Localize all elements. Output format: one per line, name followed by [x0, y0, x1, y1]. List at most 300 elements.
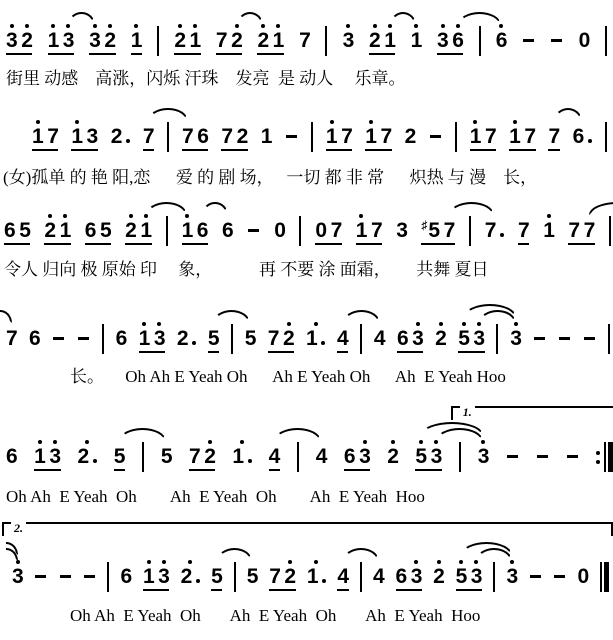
beam-group: [208, 318, 219, 353]
note-cell: [343, 20, 354, 51]
note-digit: 2: [44, 219, 56, 242]
octave-dot: [178, 24, 182, 28]
note-digit: 6: [495, 29, 507, 52]
note-digit: 5: [428, 219, 440, 242]
lyrics-line-6: Oh Ah E Yeah Oh Ah E Yeah Oh Ah E Yeah Hoo: [70, 606, 481, 625]
note-cell: [182, 210, 193, 241]
octave-dot: [287, 322, 291, 326]
barline: [459, 442, 461, 472]
octave-dot: [462, 322, 466, 326]
note-digit: 5: [458, 327, 470, 350]
note-cell: [437, 20, 448, 51]
note-cell: [257, 20, 268, 51]
beam-group: [548, 116, 559, 151]
octave-dot: [314, 322, 318, 326]
octave-dot: [85, 440, 89, 444]
note-cell: [32, 116, 43, 147]
note-digit: 6: [396, 327, 409, 350]
note-cell: [573, 116, 592, 147]
octave-dot: [51, 24, 55, 28]
note-digit: 5: [19, 219, 31, 242]
beam-group: [44, 210, 70, 245]
note-digit: 1: [32, 125, 44, 148]
note-cell: [524, 116, 535, 147]
note-digit: 5: [415, 445, 427, 468]
note-digit: 7: [341, 125, 353, 148]
augmentation-dot: [500, 233, 504, 237]
note-cell: [216, 20, 227, 51]
note-cell: [274, 210, 285, 241]
note-cell: [34, 436, 45, 467]
note-digit: 1: [260, 125, 272, 148]
lyrics-line-2: (女)孤单 的 艳 阳,恋 爱 的 剧 场， 一切 都 非 常 炽热 与 漫 长，: [3, 168, 538, 187]
note-digit: 2: [110, 125, 122, 148]
note-cell: [139, 318, 150, 349]
note-digit: 7: [330, 219, 342, 242]
octave-dot: [363, 440, 367, 444]
beam-group: [509, 116, 535, 151]
note-digit: 2: [435, 327, 447, 350]
note-digit: 3: [412, 327, 424, 350]
beam-group: [269, 436, 280, 471]
beam-group: [6, 20, 32, 55]
note-cell: [131, 20, 142, 51]
volta-label: 1.: [460, 406, 475, 418]
note-digit: 6: [395, 565, 407, 588]
octave-dot: [359, 214, 363, 218]
beam-group: [337, 318, 348, 353]
note-digit: 2: [104, 29, 116, 52]
dash-hold: [529, 556, 542, 587]
note-cell: [197, 116, 208, 147]
note-digit: 2: [231, 29, 243, 52]
note-cell: [189, 436, 200, 467]
note-cell: [211, 556, 222, 587]
note-digit: 7: [548, 125, 560, 148]
barline: [102, 324, 104, 354]
note-digit: 5: [244, 327, 256, 350]
note-digit: 2: [284, 565, 296, 588]
note-digit: 6: [196, 219, 208, 242]
note-cell: [431, 436, 442, 467]
augmentation-dot: [321, 341, 325, 345]
beam-group: [182, 116, 208, 151]
octave-dot: [129, 214, 133, 218]
octave-dot: [474, 560, 478, 564]
octave-dot: [53, 440, 57, 444]
octave-dot: [314, 560, 318, 564]
octave-dot: [108, 24, 112, 28]
note-digit: 7: [299, 29, 311, 52]
note-cell: [579, 20, 590, 51]
note-digit: 2: [77, 445, 89, 468]
note-digit: 1: [384, 29, 396, 52]
note-digit: 3: [470, 565, 482, 588]
octave-dot: [369, 120, 373, 124]
note-cell: [245, 318, 256, 349]
note-digit: 5: [113, 445, 125, 468]
note-cell: [268, 318, 279, 349]
note-cell: [344, 436, 355, 467]
notation-line-3: [4, 210, 611, 246]
note-cell: [384, 20, 395, 51]
sharp-icon: ♯: [421, 217, 428, 232]
note-cell: [306, 318, 325, 349]
note-cell: [365, 116, 376, 147]
note-cell: [6, 318, 17, 349]
note-cell: [89, 20, 100, 51]
note-digit: 7: [443, 219, 455, 242]
octave-dot: [473, 120, 477, 124]
note-digit: 6: [4, 219, 16, 242]
note-cell: [12, 556, 23, 587]
barline: [167, 122, 169, 152]
note-digit: 4: [373, 327, 386, 350]
note-digit: 5: [246, 565, 258, 588]
note-cell: [396, 210, 407, 241]
note-digit: 2: [387, 445, 399, 468]
octave-dot: [48, 214, 52, 218]
note-cell: [341, 116, 352, 147]
note-cell: [182, 116, 193, 147]
note-cell: [221, 116, 232, 147]
octave-dot: [66, 24, 70, 28]
note-cell: [154, 318, 165, 349]
note-cell: [208, 318, 219, 349]
note-digit: 0: [315, 219, 327, 242]
dash-hold: [247, 210, 260, 241]
note-cell: [337, 318, 348, 349]
note-digit: 0: [274, 219, 286, 242]
beam-group: [34, 436, 60, 471]
octave-dot: [441, 24, 445, 28]
note-digit: 1: [47, 29, 59, 52]
octave-dot: [481, 440, 485, 444]
octave-dot: [434, 440, 438, 444]
octave-dot: [416, 322, 420, 326]
note-digit: 1: [59, 219, 71, 242]
note-cell: [63, 20, 74, 51]
note-cell: [125, 210, 136, 241]
octave-dot: [439, 322, 443, 326]
octave-dot: [547, 214, 551, 218]
note-digit: 3: [86, 125, 98, 148]
note-digit: 3: [430, 445, 442, 468]
augmentation-dot: [192, 341, 196, 345]
augmentation-dot: [196, 579, 200, 583]
barline: [325, 26, 327, 56]
note-cell: [283, 318, 294, 349]
note-cell: [269, 436, 280, 467]
note-cell: [444, 210, 455, 241]
dash-hold: [34, 556, 47, 587]
octave-dot: [510, 560, 514, 564]
barline: [297, 442, 299, 472]
octave-dot: [419, 440, 423, 444]
note-cell: [21, 20, 32, 51]
note-cell: [577, 556, 588, 587]
note-digit: 6: [6, 445, 18, 468]
note-cell: [114, 436, 125, 467]
beam-group: [143, 116, 154, 151]
barline: [493, 562, 495, 592]
beam-group: [139, 318, 165, 353]
octave-dot: [459, 560, 463, 564]
repeat-end-barline: [596, 442, 613, 472]
note-cell: [452, 20, 463, 51]
note-cell: [85, 210, 96, 241]
note-cell: [47, 116, 58, 147]
note-digit: 0: [578, 29, 590, 52]
note-cell: [237, 116, 248, 147]
note-cell: [299, 20, 310, 51]
final-barline: [600, 562, 609, 592]
octave-dot: [36, 120, 40, 124]
octave-dot: [288, 560, 292, 564]
note-cell: [326, 116, 337, 147]
augmentation-dot: [93, 459, 97, 463]
beam-group: [344, 436, 370, 471]
note-digit: 3: [473, 327, 485, 350]
augmentation-dot: [248, 459, 252, 463]
note-digit: 2: [369, 29, 381, 52]
dash-hold: [533, 318, 546, 349]
note-cell: [411, 20, 422, 51]
note-cell: [44, 210, 55, 241]
octave-dot: [185, 214, 189, 218]
note-cell: [435, 318, 446, 349]
slur-arc: [6, 542, 18, 555]
octave-dot: [456, 24, 460, 28]
note-cell: [87, 116, 98, 147]
note-cell: [509, 116, 520, 147]
volta-bracket: [2, 522, 613, 536]
note-digit: 3: [12, 565, 24, 588]
note-cell: [116, 318, 127, 349]
note-cell: [359, 436, 370, 467]
note-cell: [415, 436, 426, 467]
beam-group: [4, 210, 30, 245]
note-digit: 2: [125, 219, 137, 242]
note-cell: [100, 210, 111, 241]
note-digit: 3: [342, 29, 354, 52]
beam-group: [216, 20, 242, 55]
octave-dot: [499, 24, 503, 28]
note-digit: 2: [176, 327, 189, 350]
beam-group: [337, 556, 348, 591]
note-cell: [548, 116, 559, 147]
octave-dot: [414, 560, 418, 564]
note-cell: [356, 210, 367, 241]
note-digit: 5: [160, 445, 173, 468]
beam-group: [315, 210, 341, 245]
note-cell: [470, 116, 481, 147]
note-cell: [111, 116, 130, 147]
note-digit: 7: [524, 125, 536, 148]
lyrics-line-1: 街里 动感 高涨，闪烁 汗珠 发亮 是 动人 乐章。: [6, 69, 406, 88]
note-cell: [369, 20, 380, 51]
note-digit: 4: [337, 327, 349, 350]
note-cell: [471, 556, 482, 587]
note-cell: [269, 556, 280, 587]
notation-line-5: [6, 405, 613, 472]
beam-group: [415, 436, 441, 471]
note-cell: [374, 318, 385, 349]
octave-dot: [93, 24, 97, 28]
slur-arc: [436, 428, 483, 441]
dash-hold: [506, 436, 519, 467]
system-6: [12, 521, 609, 627]
system-3: [4, 210, 611, 281]
note-digit: 2: [236, 125, 248, 148]
note-digit: 0: [577, 565, 589, 588]
lyrics-line-4: 长。 Oh Ah E Yeah Oh Ah E Yeah Oh Ah E Yeah Hoo: [70, 367, 506, 386]
notation-line-2: [32, 116, 607, 152]
note-digit: 6: [343, 445, 356, 468]
note-digit: 7: [380, 125, 392, 148]
octave-dot: [38, 440, 42, 444]
barline: [107, 562, 109, 592]
note-digit: 1: [189, 29, 201, 52]
note-cell: [197, 210, 208, 241]
note-cell: [247, 556, 258, 587]
beam-group: [182, 210, 208, 245]
note-digit: 7: [189, 445, 201, 468]
notation-line-6: [12, 521, 609, 592]
barline: [609, 216, 611, 246]
note-cell: [231, 20, 242, 51]
dash-hold: [550, 20, 563, 51]
system-2: [3, 116, 607, 189]
beam-group: [421, 210, 454, 245]
note-cell: [315, 210, 326, 241]
slur-arc: [461, 542, 512, 555]
note-cell: [396, 556, 407, 587]
octave-dot: [276, 24, 280, 28]
beam-group: [369, 20, 395, 55]
note-digit: 7: [484, 219, 496, 242]
note-cell: [316, 436, 327, 467]
note-digit: 5: [207, 327, 220, 350]
note-cell: [433, 556, 444, 587]
note-cell: [584, 210, 595, 241]
beam-group: [125, 210, 151, 245]
note-digit: 3: [89, 29, 101, 52]
note-cell: [71, 116, 82, 147]
octave-dot: [16, 560, 20, 564]
note-digit: 6: [115, 327, 127, 350]
note-cell: [478, 436, 489, 467]
beam-group: [437, 20, 463, 55]
slur-arc: [421, 422, 483, 435]
octave-dot: [63, 214, 67, 218]
augmentation-dot: [588, 139, 592, 143]
note-digit: 1: [181, 219, 193, 242]
octave-dot: [208, 440, 212, 444]
octave-dot: [346, 24, 350, 28]
note-cell: [143, 116, 154, 147]
note-digit: 3: [359, 445, 371, 468]
note-digit: 1: [130, 29, 142, 52]
beam-group: [470, 116, 496, 151]
note-cell: [387, 436, 398, 467]
lyrics-line-3: 令人 归向 极 原始 印 象， 再 不要 涂 面霜， 共舞 夏日: [4, 260, 489, 279]
beam-group: [456, 556, 482, 591]
beam-group: [189, 436, 215, 471]
note-digit: 2: [180, 565, 192, 588]
dash-hold: [558, 318, 571, 349]
note-digit: 1: [325, 125, 338, 148]
octave-dot: [142, 322, 146, 326]
note-cell: [261, 116, 272, 147]
note-digit: 3: [158, 565, 170, 588]
beam-group: [257, 20, 283, 55]
barline: [605, 122, 607, 152]
note-cell: [473, 318, 484, 349]
note-digit: 7: [182, 125, 194, 148]
beam-group: [268, 318, 294, 353]
octave-dot: [373, 24, 377, 28]
note-cell: [485, 210, 504, 241]
note-digit: 7: [518, 219, 530, 242]
note-digit: 7: [47, 125, 59, 148]
note-digit: 7: [568, 219, 580, 242]
barline: [496, 324, 498, 354]
beam-group: [85, 210, 111, 245]
note-digit: 3: [6, 29, 18, 52]
note-digit: 3: [437, 29, 449, 52]
note-cell: [6, 436, 17, 467]
note-cell: [458, 318, 469, 349]
note-cell: [222, 210, 233, 241]
barline: [455, 122, 457, 152]
note-cell: [331, 210, 342, 241]
octave-dot: [75, 120, 79, 124]
note-digit: 5: [455, 565, 467, 588]
octave-dot: [10, 24, 14, 28]
notation-line-4: [6, 318, 610, 354]
note-digit: 2: [204, 445, 216, 468]
note-digit: 2: [433, 565, 445, 588]
octave-dot: [391, 440, 395, 444]
dash-hold: [52, 318, 65, 349]
note-cell: [518, 210, 529, 241]
note-digit: 1: [71, 125, 83, 148]
beam-group: [131, 20, 142, 55]
octave-dot: [144, 214, 148, 218]
note-cell: [48, 20, 59, 51]
barline: [166, 216, 168, 246]
note-digit: 3: [153, 327, 165, 350]
lyrics-line-5: Oh Ah E Yeah Oh Ah E Yeah Oh Ah E Yeah Hoo: [6, 487, 425, 506]
beam-group: [143, 556, 169, 591]
note-cell: [543, 210, 554, 241]
note-cell: [273, 20, 284, 51]
note-cell: [421, 210, 439, 241]
barline: [469, 216, 471, 246]
barline: [608, 324, 610, 354]
beam-group: [397, 318, 423, 353]
note-cell: [4, 210, 15, 241]
slur-arc: [274, 428, 321, 441]
note-digit: 6: [29, 327, 41, 350]
note-digit: 5: [99, 219, 112, 242]
note-digit: 2: [174, 29, 186, 52]
note-digit: 7: [370, 219, 383, 242]
note-digit: 1: [138, 327, 150, 350]
dash-hold: [59, 556, 72, 587]
note-digit: 6: [84, 219, 96, 242]
